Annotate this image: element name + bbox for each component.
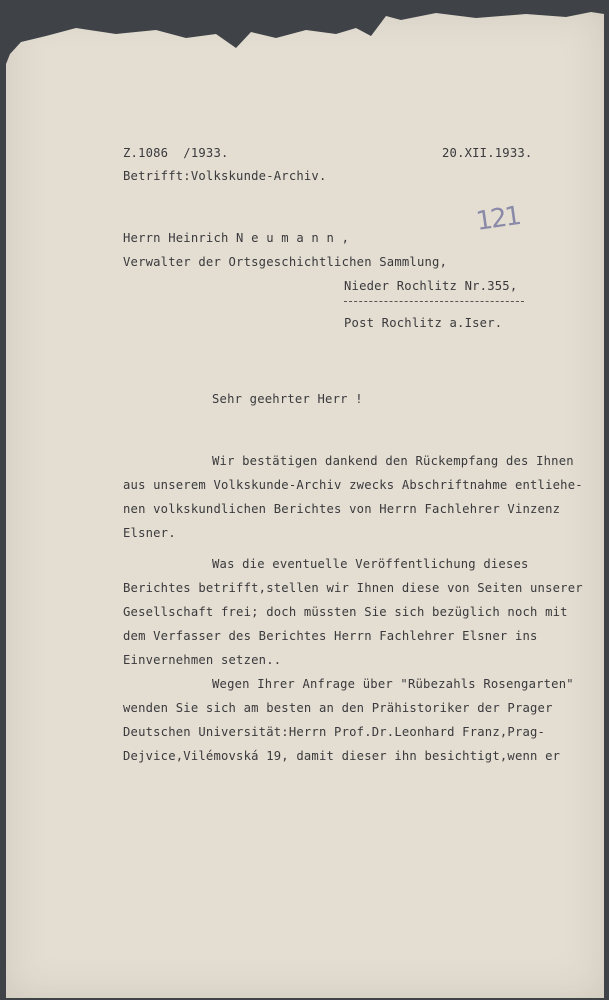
body-line: Berichtes betrifft,stellen wir Ihnen diese von Seiten unserer <box>123 581 583 595</box>
letter-page <box>6 8 604 998</box>
body-line: Einvernehmen setzen.. <box>123 653 282 667</box>
body-line: Dejvice,Vilémovská 19, damit dieser ihn besichtigt,wenn er <box>123 749 561 763</box>
body-line: Deutschen Universität:Herrn Prof.Dr.Leonhard Franz,Prag- <box>123 725 546 739</box>
body-line: wenden Sie sich am besten an den Prähistoriker der Prager <box>123 701 553 715</box>
salutation: Sehr geehrter Herr ! <box>212 392 363 406</box>
recipient-name: Herrn Heinrich N e u m a n n , <box>123 231 350 245</box>
address-underline <box>344 301 524 302</box>
reference-number: Z.1086 /1933. <box>123 146 229 160</box>
body-line: aus unserem Volkskunde-Archiv zwecks Abschriftnahme entliehe- <box>123 478 583 492</box>
body-line: Was die eventuelle Veröffentlichung dieses <box>212 557 529 571</box>
recipient-address: Nieder Rochlitz Nr.355, <box>344 279 518 293</box>
body-line: nen volkskundlichen Berichtes von Herrn Fachlehrer Vinzenz <box>123 502 561 516</box>
handwritten-folio-number: 121 <box>474 201 522 237</box>
torn-paper-edge <box>6 8 604 68</box>
body-line: Wir bestätigen dankend den Rückempfang des Ihnen <box>212 454 574 468</box>
subject-line: Betrifft:Volkskunde-Archiv. <box>123 169 327 183</box>
letter-date: 20.XII.1933. <box>442 146 533 160</box>
body-line: Gesellschaft frei; doch müssten Sie sich bezüglich noch mit <box>123 605 568 619</box>
body-line: dem Verfasser des Berichtes Herrn Fachlehrer Elsner ins <box>123 629 538 643</box>
recipient-title: Verwalter der Ortsgeschichtlichen Sammlung, <box>123 255 448 269</box>
body-line: Wegen Ihrer Anfrage über "Rübezahls Rosengarten" <box>212 677 574 691</box>
recipient-post: Post Rochlitz a.Iser. <box>344 316 503 330</box>
body-line: Elsner. <box>123 526 176 540</box>
